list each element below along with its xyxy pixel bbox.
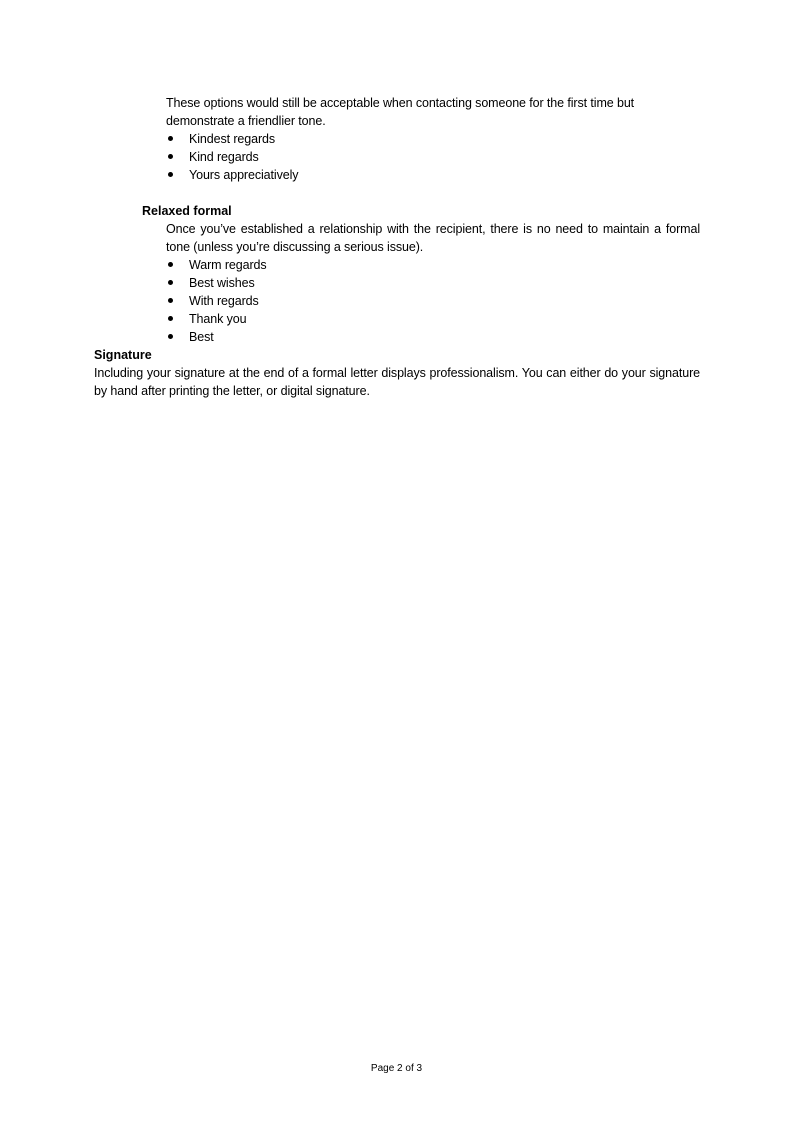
bullet-icon [168, 298, 173, 303]
list-item [166, 148, 700, 166]
relaxed-formal-section [166, 220, 700, 346]
list-item [166, 292, 700, 310]
list-item-text: Yours appreciatively [189, 168, 299, 182]
relaxed-formal-paragraph: Once you’ve established a relationship with the recipient, there is no need to maintain a formal tone (unless you’re discussing a serious issue). [166, 222, 700, 254]
intro-section [166, 94, 700, 184]
page-number: Page 2 of 3 [370, 1063, 423, 1074]
list-item [166, 274, 700, 292]
signature-heading: Signature [94, 348, 152, 362]
bullet-icon [168, 316, 173, 321]
relaxed-formal-list [166, 256, 700, 346]
list-item-text: Best wishes [189, 276, 255, 290]
intro-list [166, 130, 700, 184]
list-item-text: With regards [189, 294, 259, 308]
list-item [166, 310, 700, 328]
bullet-icon [168, 280, 173, 285]
bullet-icon [168, 262, 173, 267]
list-item [166, 328, 700, 346]
list-item-text: Kindest regards [189, 132, 276, 146]
list-item [166, 130, 700, 148]
bullet-icon [168, 136, 173, 141]
signature-paragraph: Including your signature at the end of a formal letter displays professionalism. You can either do your signature by hand after printing the letter, or digital signature. [94, 366, 700, 398]
bullet-icon [168, 154, 173, 159]
list-item [166, 166, 700, 184]
bullet-icon [168, 334, 173, 339]
list-item-text: Thank you [189, 312, 247, 326]
intro-paragraph: These options would still be acceptable when contacting someone for the first time but demonstrate a friendlier tone. [166, 96, 635, 128]
list-item [166, 256, 700, 274]
list-item-text: Best [189, 330, 214, 344]
list-item-text: Kind regards [189, 150, 259, 164]
relaxed-formal-heading: Relaxed formal [142, 204, 232, 218]
list-item-text: Warm regards [189, 258, 267, 272]
bullet-icon [168, 172, 173, 177]
signature-section [94, 364, 700, 400]
